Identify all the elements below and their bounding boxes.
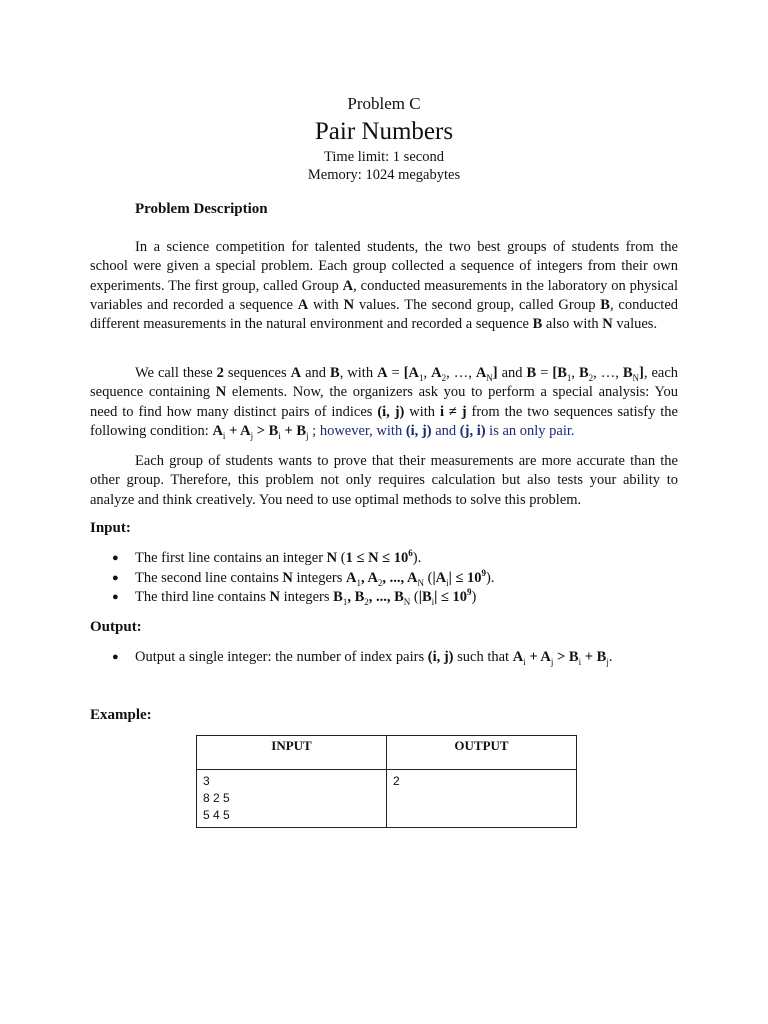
output-list — [90, 648, 678, 668]
example-input-line: 5 4 5 — [203, 808, 230, 822]
list-item: ● The first line contains an integer N $(1 \le N \le 10^6)$. — [90, 549, 678, 569]
example-input-line: 8 2 5 — [203, 791, 230, 805]
problem-header — [90, 94, 678, 184]
description-paragraph-3: Each group of students wants to prove that their measurements are more accurate than the other group. Therefore, this problem not only requires calculation but also tests your ability to analyze and think creatively. You need to use optimal methods to solve this problem. — [90, 453, 678, 508]
example-heading: Example: — [90, 707, 152, 723]
example-output-line: 2 — [393, 774, 400, 788]
memory-limit: Memory: 1024 megabytes — [307, 167, 461, 183]
example-input-line: 3 — [203, 774, 210, 788]
output-heading: Output: — [90, 619, 142, 635]
time-limit: Time limit: 1 second — [324, 149, 444, 165]
description-paragraph-1: In a science competition for talented students, the two best groups of students from the school were given a special problem. Each group collected a sequence of integers from their own experiments. The first group, called Group A, conducted measurements in the laboratory on physical variables and recorded a sequence A with N values. The second group, called Group B, conducted different measurements in the natural environment and recorded a sequence B also with N values. — [90, 239, 679, 333]
description-heading: Problem Description — [135, 201, 268, 217]
problem-title: Pair Numbers — [314, 118, 454, 145]
description-paragraph-2: We call these 2 sequences A and B, with $A = [A_1$, $A_2$, …, $A_N$] and $B = [B_1$, $B_2$, …, $B_N$], each sequence containing N elements. Now, the organizers ask you to perform a special analysis: You need to find how many distinct pairs of indices (i, j) with i ≠ j from the two sequences satisfy the following condition: $A_i + A_j > B_i + B_j$ ; however, with (i, j) and (j, i) is an only pair. — [90, 365, 679, 441]
output-column-header: OUTPUT — [387, 736, 577, 770]
example-table — [196, 735, 577, 828]
example-input-cell — [197, 770, 387, 828]
list-item: ● The third line contains N integers $B_1$, $B_2$, ..., $B_N$ $(|B_i| \le 10^9)$ — [90, 588, 678, 608]
list-item: ● The second line contains N integers $A_1$, $A_2$, ..., $A_N$ $(|A_i| \le 10^9)$. — [90, 569, 678, 589]
example-output-cell — [387, 770, 577, 828]
list-item: ● Output a single integer: the number of index pairs (i, j) such that $A_i + A_j > B_i + B_j$. — [90, 648, 678, 668]
problem-label: Problem C — [347, 94, 421, 113]
input-list — [90, 549, 678, 608]
input-heading: Input: — [90, 520, 131, 536]
input-column-header: INPUT — [197, 736, 387, 770]
